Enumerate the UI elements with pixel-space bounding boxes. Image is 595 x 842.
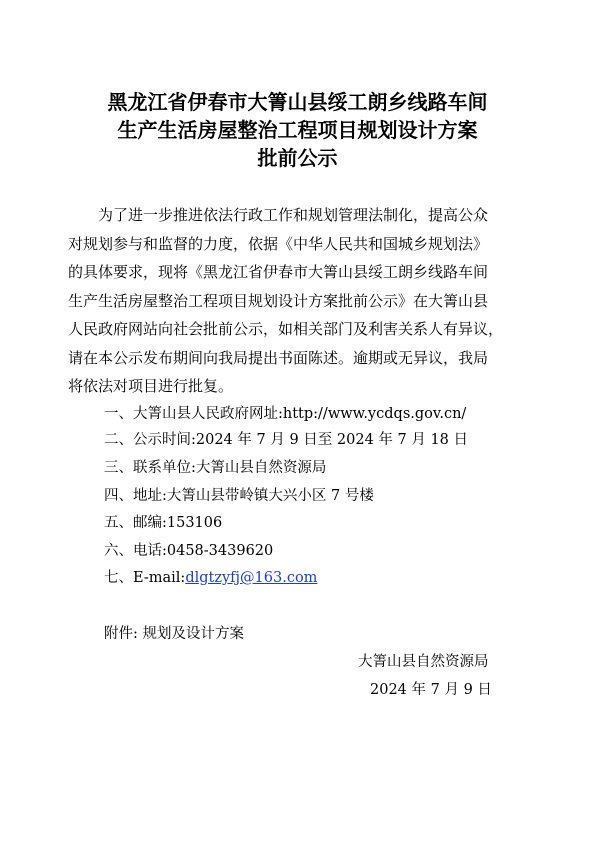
notice-title-line-2: 生产生活房屋整治工程项目规划设计方案 [117,118,478,142]
body-paragraph-line: 的具体要求，现将《黑龙江省伊春市大箐山县绥工朗乡线路车间 [68,263,489,281]
notice-title-line-3: 批前公示 [257,146,338,170]
info-item-email [104,568,317,588]
info-item-phone: 六、电话:0458-3439620 [104,543,274,559]
body-paragraph-line: 将依法对项目进行批复。 [68,377,234,395]
attachment-line: 附件: 规划及设计方案 [104,626,244,642]
body-paragraph-line: 为了进一步推进依法行政工作和规划管理法制化，提高公众 [68,206,489,224]
info-item-unit: 三、联系单位:大箐山县自然资源局 [104,460,327,476]
info-item-postcode: 五、邮编:153106 [104,515,223,531]
body-paragraph-line: 对规划参与和监督的力度，依据《中华人民共和国城乡规划法》 [68,234,489,253]
body-paragraph-line: 请在本公示发布期间向我局提出书面陈述。逾期或无异议，我局 [68,348,489,367]
body-paragraph-line: 人民政府网站向社会批前公示，如相关部门及利害关系人有异议， [68,320,504,338]
body-paragraph-line: 生产生活房屋整治工程项目规划设计方案批前公示》在大箐山县 [68,291,489,310]
signature-organization: 大箐山县自然资源局 [358,654,489,670]
info-item-period: 二、公示时间:2024 年 7 月 9 日至 2024 年 7 月 18 日 [104,432,469,448]
notice-title-line-1: 黑龙江省伊春市大箐山县绥工朗乡线路车间 [107,90,488,114]
signature-date: 2024 年 7 月 9 日 [370,682,492,698]
email-label: 七、E-mail: [104,570,186,586]
info-item-website: 一、大箐山县人民政府网址:http://www.ycdqs.gov.cn/ [104,406,467,422]
info-item-address: 四、地址:大箐山县带岭镇大兴小区 7 号楼 [104,488,374,504]
email-link[interactable]: dlgtzyfj@163.com [185,570,318,586]
